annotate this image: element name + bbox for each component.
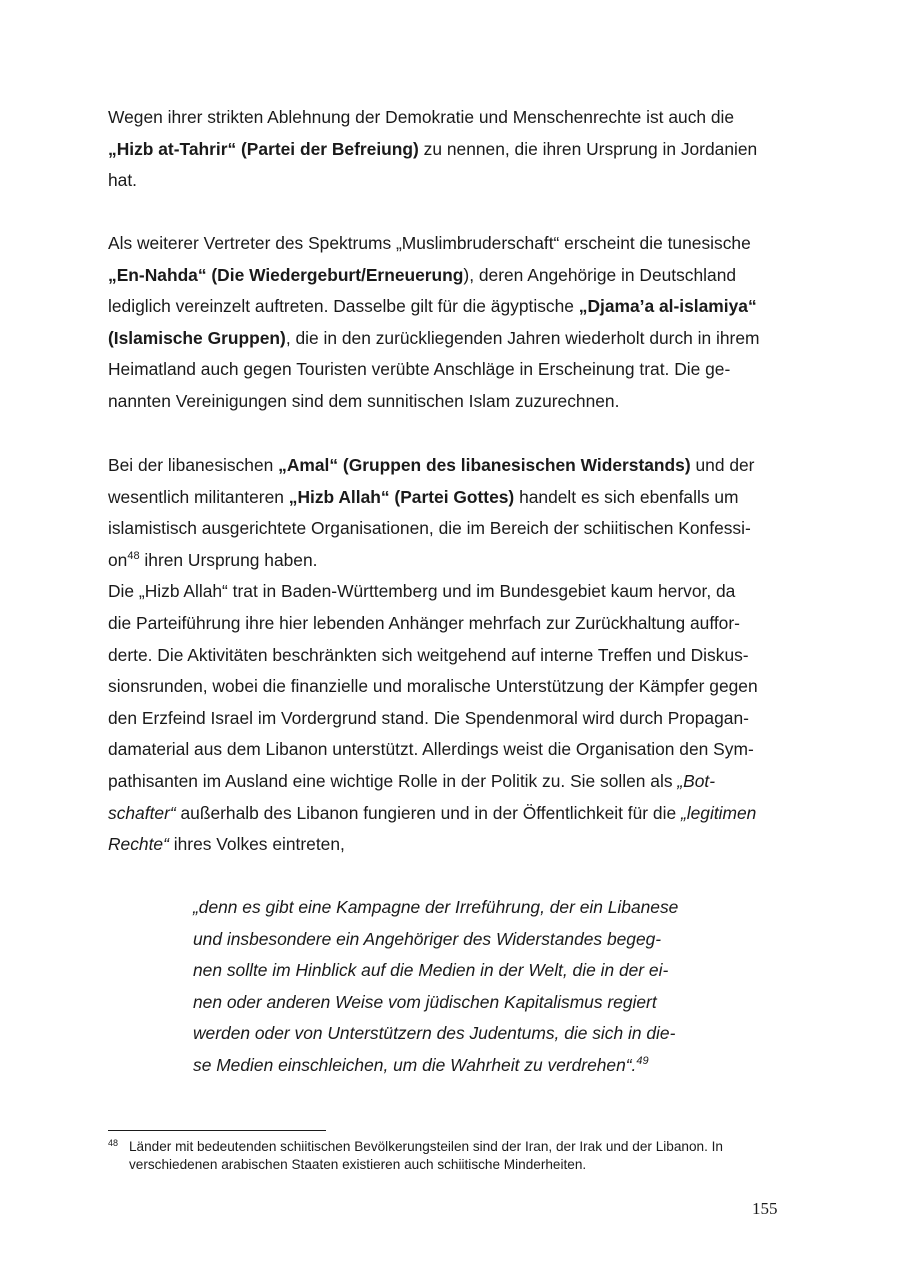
footnote-text [129,1138,798,1174]
text-line: Heimatland auch gegen Touristen verübte Anschläge in Erscheinung trat. Die ge- [108,359,731,380]
bold-term: (Islamische Gruppen) [108,327,286,348]
text-line: wesentlich militanteren „Hizb Allah“ (Partei Gottes) handelt es sich ebenfalls um [108,486,739,507]
text-line: hat. [108,170,138,191]
text-line: damaterial aus dem Libanon unterstützt. Allerdings weist die Organisation den Sym- [108,739,754,760]
page-number: 155 [752,1199,778,1218]
footnote-reference[interactable]: 49 [636,1055,649,1068]
text-line: Bei der libanesischen „Amal“ (Gruppen des libanesischen Widerstands) und der [108,455,755,475]
bold-term: „Hizb at-Tahrir“ (Partei der Befreiung) [108,138,419,159]
block-quote [193,892,713,1082]
text-line: sionsrunden, wobei die finanzielle und moralische Unterstützung der Kämpfer gegen [108,676,758,697]
text-line: schafter“ außerhalb des Libanon fungieren und in der Öffentlichkeit für die „legitimen [108,802,757,823]
italic-term: „Bot- [677,770,716,791]
text-line: „Hizb at-Tahrir“ (Partei der Befreiung) zu nennen, die ihren Ursprung in Jordanien [108,138,758,159]
text-line: nannten Vereinigungen sind dem sunnitischen Islam zuzurechnen. [108,390,620,411]
paragraph-amal-hizb-allah [108,450,792,861]
bold-term: „Hizb Allah“ (Partei Gottes) [288,486,515,507]
quote-line: se Medien einschleichen, um die Wahrheit zu verdrehen“.$^{49}$ [193,1054,649,1075]
text-line: pathisanten im Ausland eine wichtige Rolle in der Politik zu. Sie sollen als „Bot- [108,770,716,791]
text-line: „En-Nahda“ (Die Wiedergeburt/Erneuerung), deren Angehörige in Deutschland [108,264,737,285]
text-line: die Parteiführung ihre hier lebenden Anhänger mehrfach zur Zurückhaltung auffor- [108,612,740,633]
bold-term: „Djama’a al-islamiya“ [578,296,757,317]
quote-line: und insbesondere ein Angehöriger des Widerstandes begeg- [193,928,662,949]
italic-term: schafter“ [108,802,176,823]
bold-term: „Amal“ (Gruppen des libanesischen Widerstands) [278,455,691,475]
footnote-marker: 48 [108,1138,119,1148]
italic-term: Rechte“ [108,834,169,855]
text-line: derte. Die Aktivitäten beschränkten sich weitgehend auf interne Treffen und Diskus- [108,644,749,665]
text-line: den Erzfeind Israel im Vordergrund stand. Die Spendenmoral wird durch Propagan- [108,707,749,728]
quote-line: nen oder anderen Weise vom jüdischen Kapitalismus regiert [193,991,657,1012]
text-line: Die „Hizb Allah“ trat in Baden-Württemberg und im Bundesgebiet kaum hervor, da [108,581,736,602]
text-line: Wegen ihrer strikten Ablehnung der Demokratie und Menschenrechte ist auch die [108,107,735,127]
italic-term: „legitimen [680,802,757,823]
quote-line: „denn es gibt eine Kampagne der Irreführung, der ein Libanese [193,897,679,917]
text-line: islamistisch ausgerichtete Organisationen, die im Bereich der schiitischen Konfessi- [108,518,751,539]
quote-line: nen sollte im Hinblick auf die Medien in der Welt, die in der ei- [193,960,669,981]
paragraph-en-nahda [108,228,792,418]
footnote-line: verschiedenen arabischen Staaten existieren auch schiitische Minderheiten. [129,1157,587,1172]
paragraph-hizb-at-tahrir [108,102,792,197]
footnote-reference[interactable]: 48 [127,549,140,562]
bold-term: „En-Nahda“ (Die Wiedergeburt/Erneuerung [108,264,464,285]
text-line: $on^{48}$ ihren Ursprung haben. [108,549,318,570]
footnote-line: Länder mit bedeutenden schiitischen Bevölkerungsteilen sind der Iran, der Irak und der Libanon. In [129,1139,723,1154]
footnote-divider [108,1130,326,1131]
quote-line: werden oder von Unterstützern des Judentums, die sich in die- [193,1023,676,1044]
text-line: lediglich vereinzelt auftreten. Dasselbe gilt für die ägyptische „Djama’a al-islamiya“ [108,296,757,317]
text-line: Als weiterer Vertreter des Spektrums „Muslimbruderschaft“ erscheint die tunesische [108,233,751,253]
text-line: Rechte“ ihres Volkes eintreten, [108,834,345,855]
text-line: (Islamische Gruppen), die in den zurückliegenden Jahren wiederholt durch in ihrem [108,327,760,348]
